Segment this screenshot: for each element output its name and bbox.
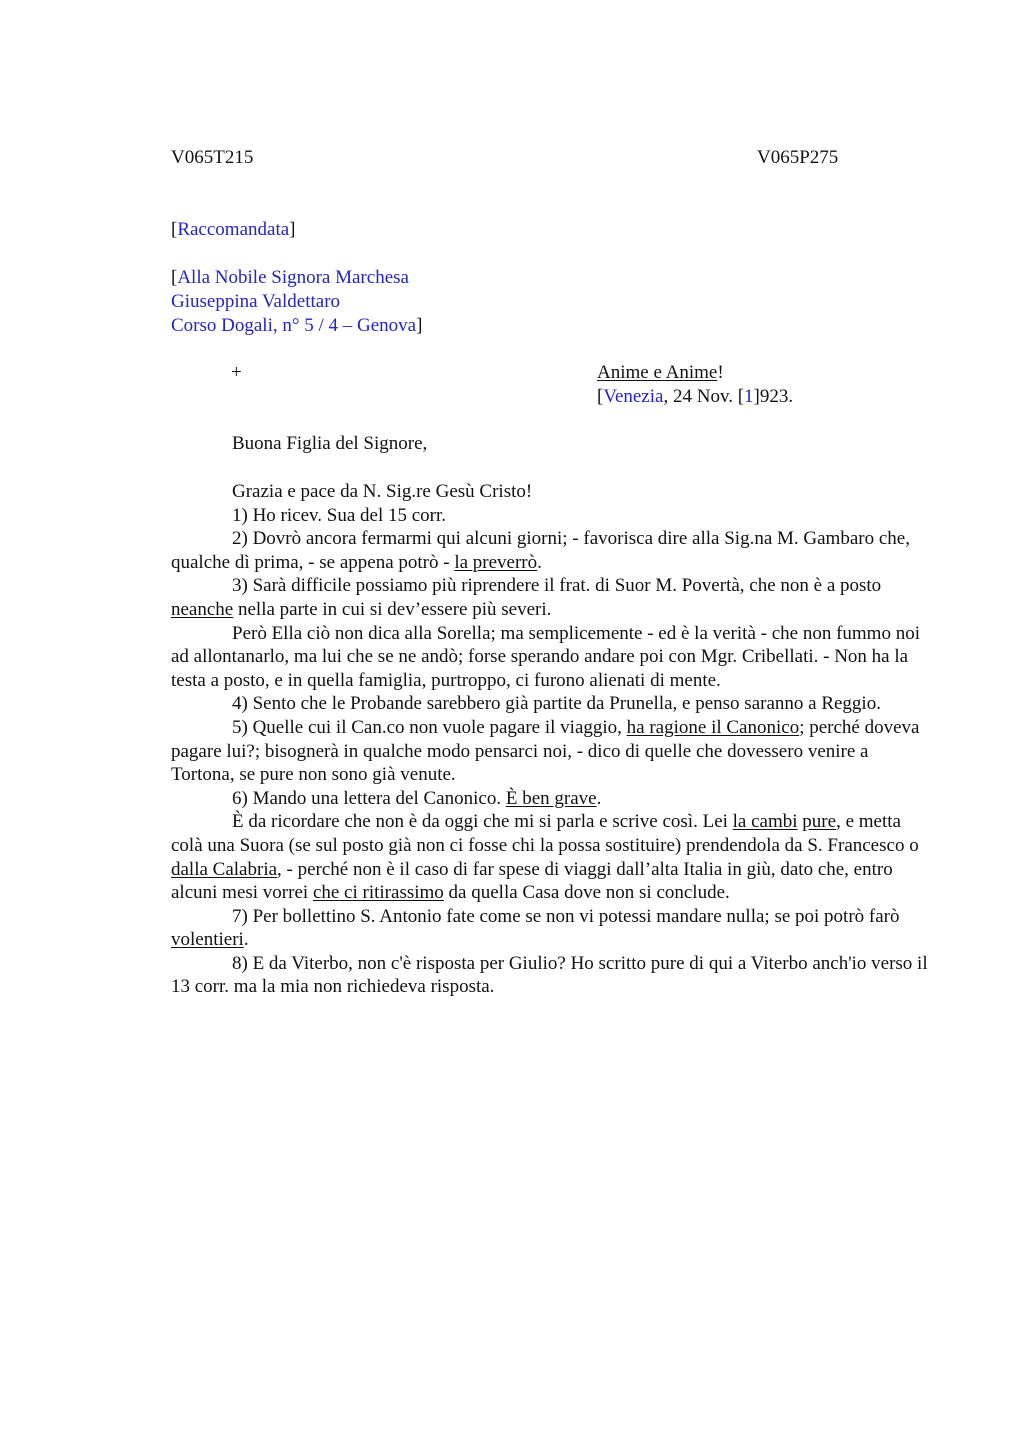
paragraph-2: 2) Dovrò ancora fermarmi qui alcuni giorni; - favorisca dire alla Sig.na M. Gambaro che, qualche dì prima, - se appena potrò - la preverrò. xyxy=(171,528,910,573)
letter-body xyxy=(171,480,931,999)
salutation: Buona Figlia del Signore, xyxy=(232,433,428,454)
paragraph-3: 3) Sarà difficile possiamo più riprendere il frat. di Suor M. Povertà, che non è a posto neanche nella parte in cui si dev’essere più severi. xyxy=(171,575,882,620)
address-line-3: Corso Dogali, n° 5 / 4 – Genova xyxy=(171,315,417,336)
date-line: [Venezia, 24 Nov. [1]923. xyxy=(597,386,794,407)
address-block: [Alla Nobile Signora Marchesa Giuseppina Valdettaro Corso Dogali, n° 5 / 4 – Genova] xyxy=(171,267,423,336)
cross-symbol: + xyxy=(231,362,242,383)
address-line-2: Giuseppina Valdettaro xyxy=(171,291,341,312)
document-code-left: V065T215 xyxy=(171,147,254,168)
address-line-1: Alla Nobile Signora Marchesa xyxy=(177,267,409,288)
registered-text: Raccomandata xyxy=(177,219,290,240)
paragraph-7: 7) Per bollettino S. Antonio fate come se non vi potessi mandare nulla; se poi potrò farò volentieri. xyxy=(171,905,900,951)
greeting: Grazia e pace da N. Sig.re Gesù Cristo! xyxy=(232,481,533,502)
paragraph-8: 8) E da Viterbo, non c'è risposta per Giulio? Ho scritto pure di qui a Viterbo anch'io verso il 13 corr. ma la mia non richiedeva risposta. xyxy=(171,952,928,998)
letterhead-block: Anime e Anime! [Venezia, 24 Nov. [1]923. xyxy=(597,362,794,407)
place: Venezia xyxy=(603,386,664,407)
paragraph-6-continued: È da ricordare che non è da oggi che mi si parla e scrive così. Lei la cambi pure, e metta colà una Suora (se sul posto già non ci fosse chi la possa sostituire) prendendola da S. Francesco o dalla Calabria, - perché non è il caso di far spese di viaggi dall’alta Italia in giù, dato che, entro alcuni mesi vorrei che ci ritirassimo da quella Casa dove non si conclude. xyxy=(171,811,919,904)
year-digit: 1 xyxy=(744,386,754,407)
motto: Anime e Anime xyxy=(597,362,718,383)
paragraph-5: 5) Quelle cui il Can.co non vuole pagare il viaggio, ha ragione il Canonico; perché doveva pagare lui?; bisognerà in qualche modo pensarci noi, - dico di quelle che dovessero venire a Tortona, se pure non sono già venute. xyxy=(171,716,920,786)
paragraph-6: 6) Mando una lettera del Canonico. È ben grave. xyxy=(232,787,602,809)
paragraph-1: 1) Ho ricev. Sua del 15 corr. xyxy=(232,504,447,526)
document-code-right: V065P275 xyxy=(757,147,839,168)
paragraph-4: 4) Sento che le Probande sarebbero già partite da Prunella, e penso saranno a Reggio. xyxy=(232,693,881,715)
paragraph-3-continued: Però Ella ciò non dica alla Sorella; ma semplicemente - ed è la verità - che non fummo noi ad allontanarlo, ma lui che se ne andò; forse sperando andare poi con Mgr. Cribellati. - Non ha la testa a posto, e in quella famiglia, purtroppo, ci furono alienati di mente. xyxy=(171,622,920,691)
registered-note: [Raccomandata] xyxy=(171,219,296,240)
